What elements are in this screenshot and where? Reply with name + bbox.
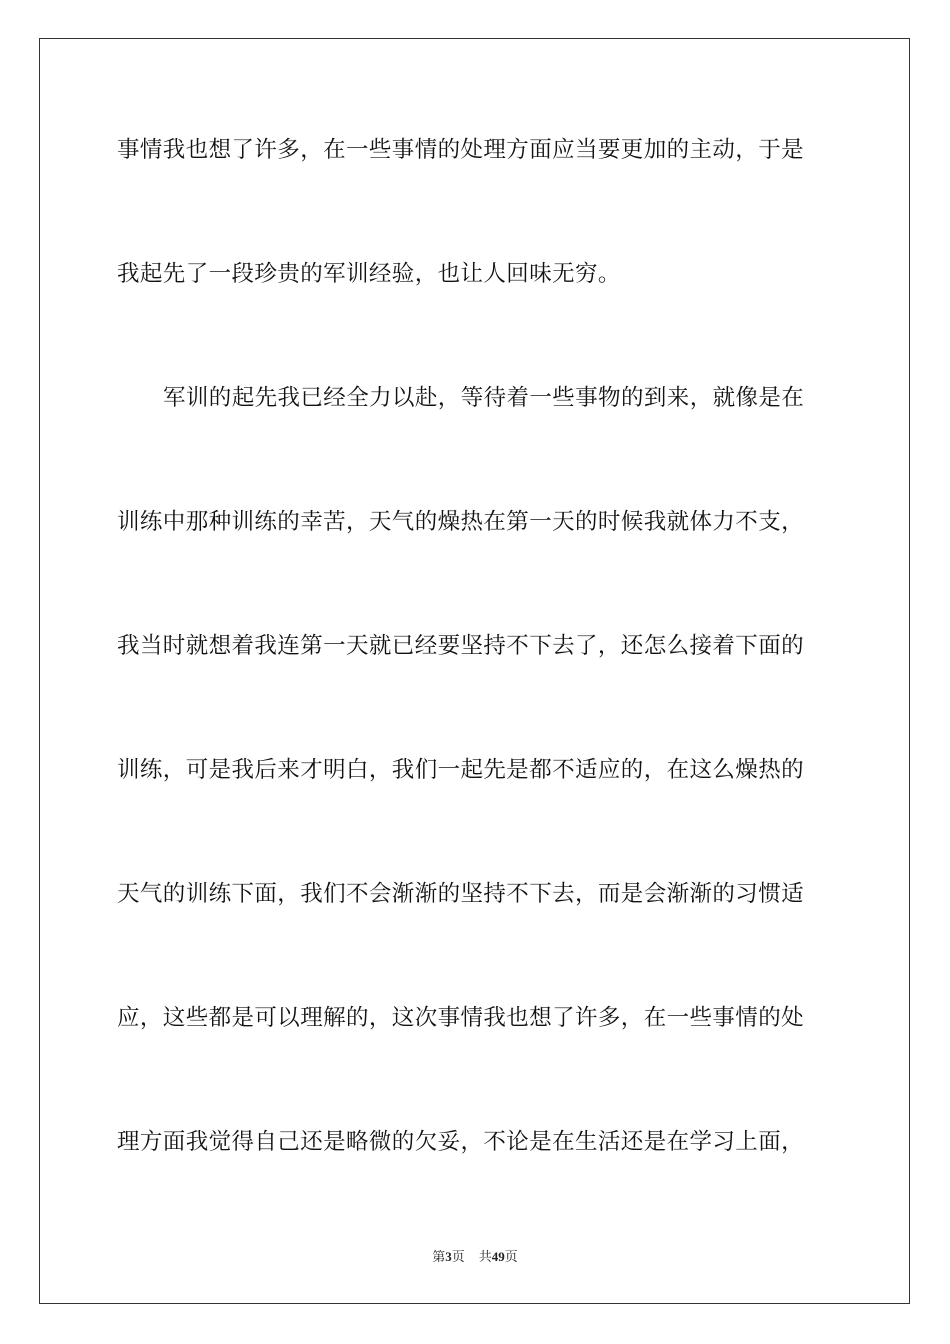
body-text-line-6: 训练，可是我后来才明白，我们一起先是都不适应的，在这么燥热的 — [117, 757, 805, 783]
total-pages: 49 — [491, 1249, 505, 1264]
body-text-line-2: 我起先了一段珍贵的军训经验，也让人回味无穷。 — [117, 261, 621, 287]
body-text-line-3: 军训的起先我已经全力以赴，等待着一些事物的到来，就像是在 — [163, 385, 805, 411]
body-text-line-7: 天气的训练下面，我们不会渐渐的坚持不下去，而是会渐渐的习惯适 — [117, 881, 805, 907]
body-text-line-5: 我当时就想着我连第一天就已经要坚持不下去了，还怎么接着下面的 — [117, 633, 805, 659]
body-text-line-9: 理方面我觉得自己还是略微的欠妥，不论是在生活还是在学习上面， — [117, 1129, 805, 1155]
total-label-prefix: 共 — [478, 1249, 492, 1264]
page-number: 3 — [445, 1249, 452, 1264]
body-text-line-4: 训练中那种训练的幸苦，天气的燥热在第一天的时候我就体力不支， — [117, 509, 805, 535]
body-text-line-8: 应，这些都是可以理解的，这次事情我也想了许多，在一些事情的处 — [117, 1005, 805, 1031]
body-text-line-1: 事情我也想了许多，在一些事情的处理方面应当要更加的主动，于是 — [117, 137, 805, 163]
page-footer — [0, 1247, 950, 1267]
total-label-suffix: 页 — [504, 1249, 518, 1264]
page-label-suffix: 页 — [451, 1249, 465, 1264]
page-border — [39, 38, 910, 1304]
page-label-prefix: 第 — [432, 1249, 446, 1264]
